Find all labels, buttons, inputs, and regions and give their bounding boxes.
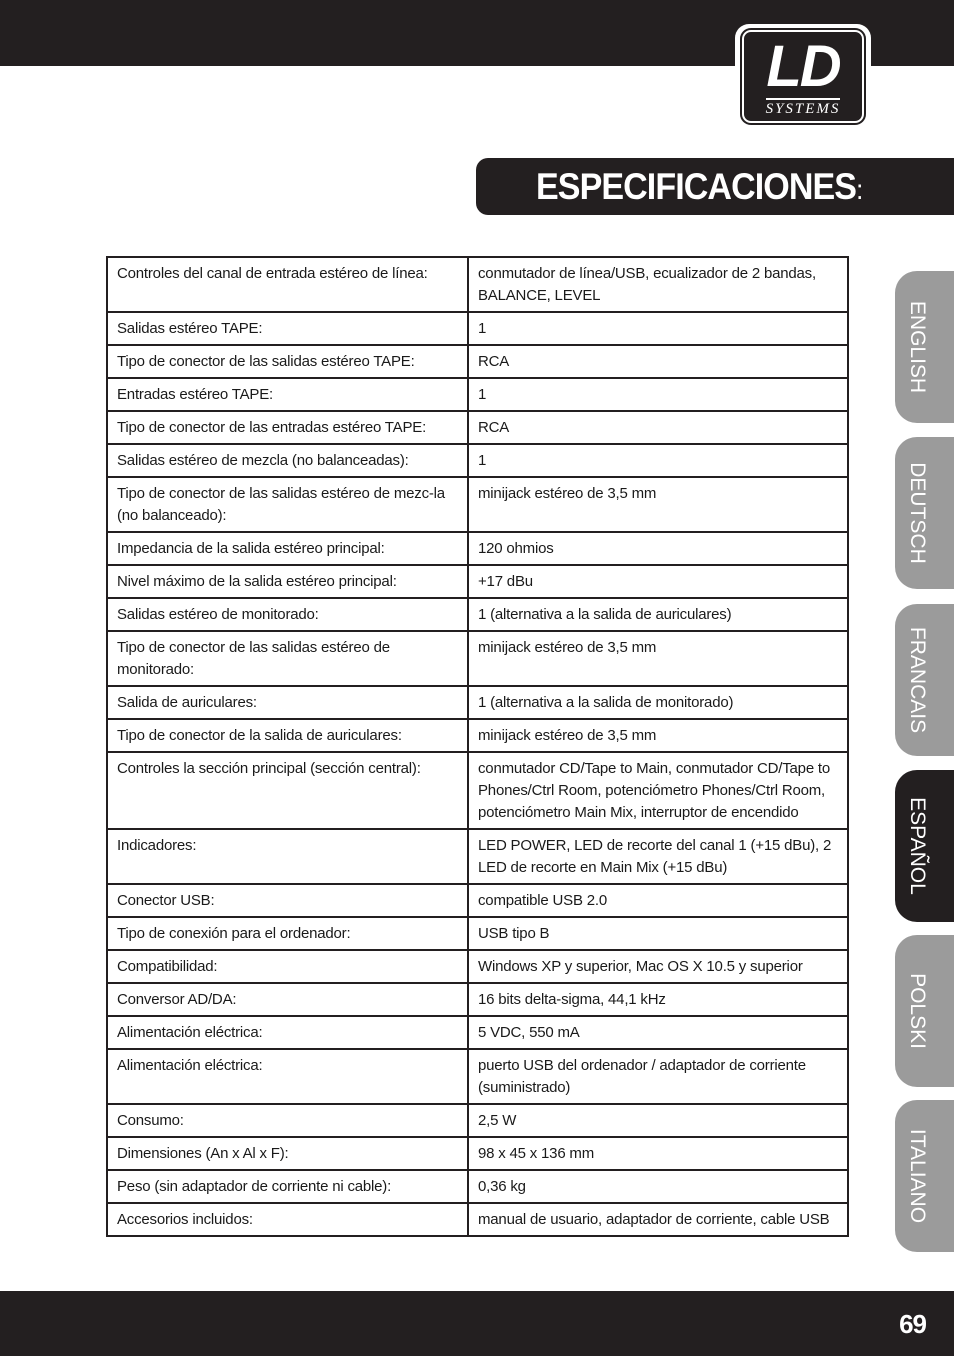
table-row bbox=[107, 257, 848, 312]
table-row bbox=[107, 1203, 848, 1236]
spec-label: Accesorios incluidos: bbox=[107, 1203, 468, 1236]
spec-value: 1 (alternativa a la salida de monitorado) bbox=[468, 686, 848, 719]
table-row bbox=[107, 444, 848, 477]
tab-deutsch-label: DEUTSCH bbox=[906, 462, 929, 564]
tab-espanol-label: ESPAÑOL bbox=[906, 797, 929, 895]
spec-value: RCA bbox=[468, 345, 848, 378]
spec-label: Compatibilidad: bbox=[107, 950, 468, 983]
spec-value: minijack estéreo de 3,5 mm bbox=[468, 477, 848, 532]
spec-label: Controles del canal de entrada estéreo de línea: bbox=[107, 257, 468, 312]
table-row bbox=[107, 477, 848, 532]
table-row bbox=[107, 1170, 848, 1203]
table-row bbox=[107, 1049, 848, 1104]
spec-label: Alimentación eléctrica: bbox=[107, 1016, 468, 1049]
table-row bbox=[107, 345, 848, 378]
spec-value: 120 ohmios bbox=[468, 532, 848, 565]
spec-label: Nivel máximo de la salida estéreo principal: bbox=[107, 565, 468, 598]
spec-value: conmutador de línea/USB, ecualizador de 2 bandas, BALANCE, LEVEL bbox=[468, 257, 848, 312]
spec-value: USB tipo B bbox=[468, 917, 848, 950]
spec-label: Tipo de conector de la salida de auriculares: bbox=[107, 719, 468, 752]
page-title-colon: : bbox=[856, 174, 863, 205]
spec-label: Entradas estéreo TAPE: bbox=[107, 378, 468, 411]
spec-value: 16 bits delta-sigma, 44,1 kHz bbox=[468, 983, 848, 1016]
page-title-text: ESPECIFICACIONES bbox=[536, 166, 857, 207]
tab-espanol[interactable] bbox=[895, 770, 954, 922]
spec-value: +17 dBu bbox=[468, 565, 848, 598]
table-row bbox=[107, 917, 848, 950]
tab-english[interactable] bbox=[895, 271, 954, 423]
spec-label: Tipo de conector de las salidas estéreo de monitorado: bbox=[107, 631, 468, 686]
spec-label: Consumo: bbox=[107, 1104, 468, 1137]
spec-label: Impedancia de la salida estéreo principal: bbox=[107, 532, 468, 565]
spec-label: Controles la sección principal (sección central): bbox=[107, 752, 468, 829]
spec-value: minijack estéreo de 3,5 mm bbox=[468, 719, 848, 752]
spec-label: Tipo de conexión para el ordenador: bbox=[107, 917, 468, 950]
spec-value: manual de usuario, adaptador de corriente, cable USB bbox=[468, 1203, 848, 1236]
table-row bbox=[107, 565, 848, 598]
table-row bbox=[107, 752, 848, 829]
spec-value: 1 bbox=[468, 312, 848, 345]
tab-polski-label: POLSKI bbox=[906, 973, 929, 1049]
page-number: 69 bbox=[899, 1309, 926, 1339]
spec-label: Dimensiones (An x Al x F): bbox=[107, 1137, 468, 1170]
spec-value: 1 bbox=[468, 444, 848, 477]
spec-value: 5 VDC, 550 mA bbox=[468, 1016, 848, 1049]
logo-ld-text: LD bbox=[766, 33, 840, 99]
spec-label: Conversor AD/DA: bbox=[107, 983, 468, 1016]
spec-value: RCA bbox=[468, 411, 848, 444]
spec-value: 2,5 W bbox=[468, 1104, 848, 1137]
page-title bbox=[536, 167, 862, 210]
logo-badge bbox=[740, 28, 866, 125]
tab-italiano[interactable] bbox=[895, 1100, 954, 1252]
tab-polski[interactable] bbox=[895, 935, 954, 1087]
table-row bbox=[107, 411, 848, 444]
table-row bbox=[107, 532, 848, 565]
table-row bbox=[107, 378, 848, 411]
spec-value: 98 x 45 x 136 mm bbox=[468, 1137, 848, 1170]
spec-label: Peso (sin adaptador de corriente ni cable): bbox=[107, 1170, 468, 1203]
spec-label: Alimentación eléctrica: bbox=[107, 1049, 468, 1104]
spec-value: conmutador CD/Tape to Main, conmutador CD/Tape to Phones/Ctrl Room, potenciómetro Phones/Ctrl Room, potenciómetro Main Mix, interruptor de encendido bbox=[468, 752, 848, 829]
table-row bbox=[107, 950, 848, 983]
spec-label: Tipo de conector de las salidas estéreo de mezc-la (no balanceado): bbox=[107, 477, 468, 532]
table-row bbox=[107, 884, 848, 917]
spec-label: Tipo de conector de las salidas estéreo TAPE: bbox=[107, 345, 468, 378]
table-row bbox=[107, 631, 848, 686]
table-row bbox=[107, 1137, 848, 1170]
spec-label: Salidas estéreo de mezcla (no balanceadas): bbox=[107, 444, 468, 477]
spec-value: compatible USB 2.0 bbox=[468, 884, 848, 917]
spec-label: Salida de auriculares: bbox=[107, 686, 468, 719]
table-row bbox=[107, 983, 848, 1016]
spec-value: 1 (alternativa a la salida de auriculares) bbox=[468, 598, 848, 631]
spec-value: Windows XP y superior, Mac OS X 10.5 y superior bbox=[468, 950, 848, 983]
spec-value: puerto USB del ordenador / adaptador de corriente (suministrado) bbox=[468, 1049, 848, 1104]
spec-label: Salidas estéreo de monitorado: bbox=[107, 598, 468, 631]
table-row bbox=[107, 719, 848, 752]
spec-value: 1 bbox=[468, 378, 848, 411]
table-row bbox=[107, 1016, 848, 1049]
table-row bbox=[107, 598, 848, 631]
spec-label: Tipo de conector de las entradas estéreo TAPE: bbox=[107, 411, 468, 444]
table-row bbox=[107, 312, 848, 345]
title-banner bbox=[476, 158, 954, 215]
spec-value: 0,36 kg bbox=[468, 1170, 848, 1203]
spec-label: Salidas estéreo TAPE: bbox=[107, 312, 468, 345]
tab-francais-label: FRANCAIS bbox=[906, 626, 929, 734]
ld-systems-logo bbox=[735, 24, 871, 130]
spec-label: Indicadores: bbox=[107, 829, 468, 884]
logo-systems-text: SYSTEMS bbox=[766, 98, 841, 118]
spec-label: Conector USB: bbox=[107, 884, 468, 917]
tab-italiano-label: ITALIANO bbox=[906, 1128, 929, 1224]
table-row bbox=[107, 686, 848, 719]
bottom-bar bbox=[0, 1291, 954, 1356]
spec-value: LED POWER, LED de recorte del canal 1 (+15 dBu), 2 LED de recorte en Main Mix (+15 dBu) bbox=[468, 829, 848, 884]
specifications-table bbox=[106, 256, 849, 1237]
tab-english-label: ENGLISH bbox=[906, 300, 929, 394]
spec-value: minijack estéreo de 3,5 mm bbox=[468, 631, 848, 686]
table-row bbox=[107, 1104, 848, 1137]
tab-francais[interactable] bbox=[895, 604, 954, 756]
tab-deutsch[interactable] bbox=[895, 437, 954, 589]
table-row bbox=[107, 829, 848, 884]
